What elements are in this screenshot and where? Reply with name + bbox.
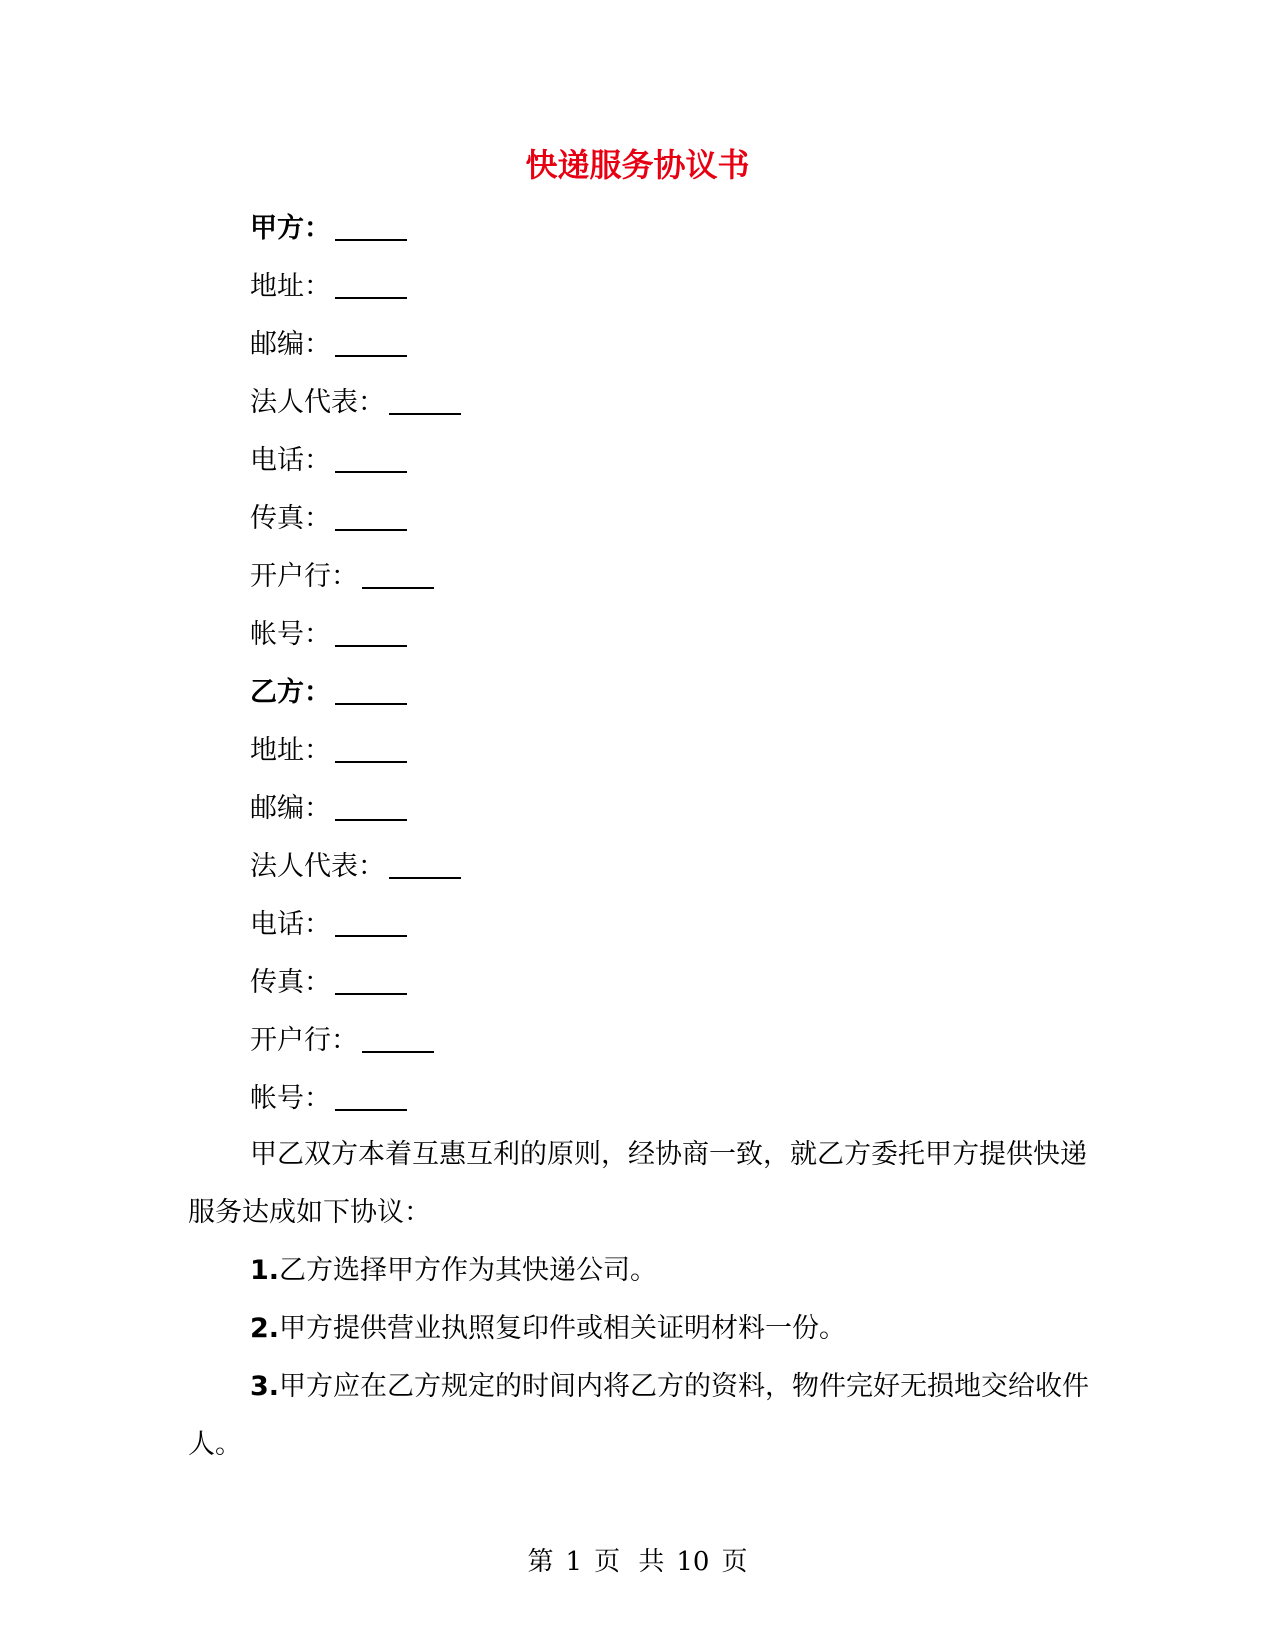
party-fields <box>250 200 461 1128</box>
footer-prefix: 第 <box>527 1547 554 1577</box>
footer-middle: 页 共 <box>594 1547 665 1577</box>
party-a-heading <box>250 200 461 258</box>
clause-1 <box>188 1242 1093 1300</box>
footer-page-number: 1 <box>565 1547 583 1577</box>
party-a-label: 甲方： <box>250 213 331 244</box>
page-footer <box>0 1545 1275 1579</box>
blank-line <box>362 1021 434 1053</box>
blank-line <box>335 209 407 241</box>
field-label: 邮编： <box>250 329 331 360</box>
party-b-account <box>250 1070 461 1128</box>
blank-line <box>335 267 407 299</box>
party-a-account <box>250 606 461 664</box>
field-label: 法人代表： <box>250 387 385 418</box>
field-label: 帐号： <box>250 619 331 650</box>
blank-line <box>389 383 461 415</box>
clause-text: 甲方提供营业执照复印件或相关证明材料一份。 <box>279 1313 847 1344</box>
clause-2 <box>188 1300 1093 1358</box>
blank-line <box>335 789 407 821</box>
blank-line <box>335 731 407 763</box>
field-label: 传真： <box>250 503 331 534</box>
field-label: 电话： <box>250 445 331 476</box>
agreement-body <box>188 1126 1093 1474</box>
clause-number: 3. <box>250 1371 280 1402</box>
field-label: 传真： <box>250 967 331 998</box>
document-title: 快递服务协议书 <box>525 146 750 184</box>
blank-line <box>335 1079 407 1111</box>
party-b-label: 乙方： <box>250 677 331 708</box>
blank-line <box>335 499 407 531</box>
blank-line <box>335 905 407 937</box>
footer-total-pages: 10 <box>676 1547 710 1577</box>
blank-line <box>362 557 434 589</box>
clause-text: 乙方选择甲方作为其快递公司。 <box>279 1255 658 1286</box>
intro-paragraph: 甲乙双方本着互惠互利的原则，经协商一致，就乙方委托甲方提供快递服务达成如下协议： <box>188 1139 1087 1228</box>
clause-3 <box>188 1358 1093 1474</box>
party-b-postcode <box>250 780 461 838</box>
field-label: 邮编： <box>250 793 331 824</box>
field-label: 法人代表： <box>250 851 385 882</box>
party-a-legal-rep <box>250 374 461 432</box>
clause-number: 2. <box>250 1313 280 1344</box>
party-b-legal-rep <box>250 838 461 896</box>
party-b-address <box>250 722 461 780</box>
party-a-bank <box>250 548 461 606</box>
party-b-phone <box>250 896 461 954</box>
blank-line <box>335 673 407 705</box>
blank-line <box>335 615 407 647</box>
footer-suffix: 页 <box>721 1547 748 1577</box>
party-a-address <box>250 258 461 316</box>
party-a-postcode <box>250 316 461 374</box>
field-label: 开户行： <box>250 1025 358 1056</box>
clause-number: 1. <box>250 1255 280 1286</box>
blank-line <box>335 325 407 357</box>
party-b-heading <box>250 664 461 722</box>
party-a-fax <box>250 490 461 548</box>
field-label: 电话： <box>250 909 331 940</box>
field-label: 帐号： <box>250 1083 331 1114</box>
blank-line <box>335 963 407 995</box>
party-b-bank <box>250 1012 461 1070</box>
party-b-fax <box>250 954 461 1012</box>
field-label: 开户行： <box>250 561 358 592</box>
blank-line <box>389 847 461 879</box>
party-a-phone <box>250 432 461 490</box>
clause-text: 甲方应在乙方规定的时间内将乙方的资料，物件完好无损地交给收件人。 <box>188 1371 1090 1460</box>
blank-line <box>335 441 407 473</box>
field-label: 地址： <box>250 271 331 302</box>
field-label: 地址： <box>250 735 331 766</box>
